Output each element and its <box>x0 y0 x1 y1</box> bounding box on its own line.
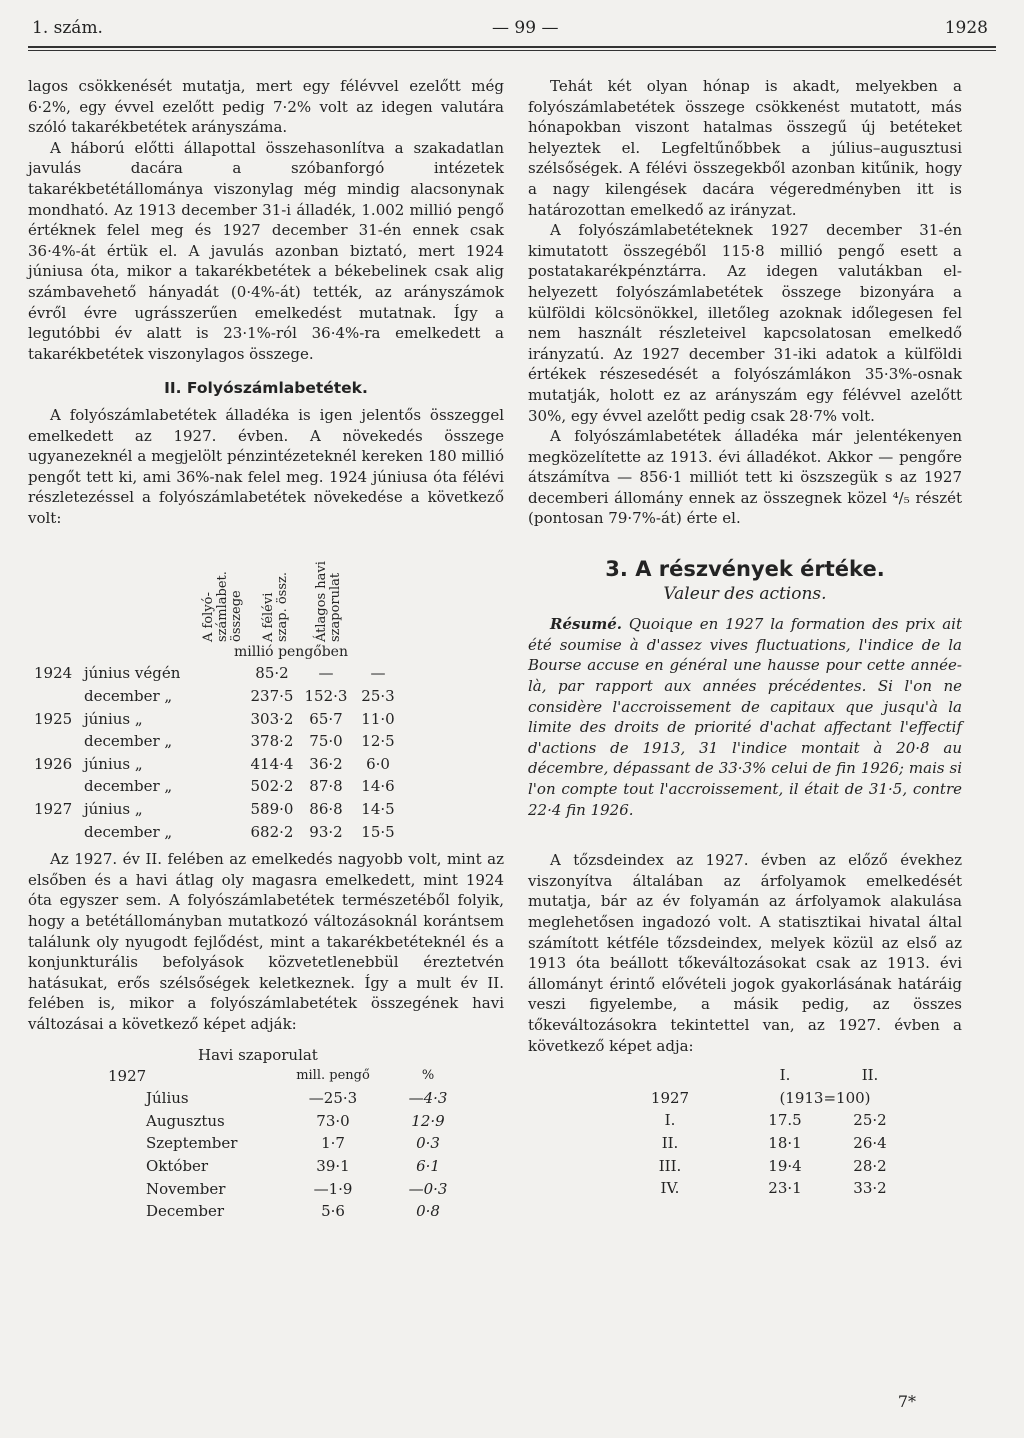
paragraph: Az 1927. év II. felében az emelkedés nagyobb volt, mint az elsőben és a havi átlag oly magasra emelkedett, mint 1924 óta egyszer sem. A folyószámlabetétek természetéből folyik, hogy a betétállományban mutatkozó változásoknál korántsem találunk oly nyugodt fejlődést, mint a takarékbetéteknél és a konjunkturális befolyások közvetetlenebbül éreztetvén hatásukat, erős szélsőségek keletkeznek. Így a mult év II. felében is, mikor a folyószámlabetétek összegének havi változásai a következő képet adják: <box>28 850 504 1033</box>
table-row <box>108 1132 468 1155</box>
row-monthly: 25·3 <box>361 687 395 706</box>
row-amount: 5·6 <box>321 1202 345 1221</box>
row-amount: —1·9 <box>313 1179 353 1198</box>
row-percent: 12·9 <box>411 1111 445 1130</box>
row-index-1: 18·1 <box>768 1133 802 1152</box>
row-index-2: 26·4 <box>853 1133 887 1152</box>
row-percent: 0·3 <box>416 1134 440 1153</box>
paragraph: A tőzsdeindex az 1927. évben az előző évekhez viszonyítva általában az árfolyamok emelkedését mutatja, bár az év folyamán az árfolyamok alakulása meglehetősen ingadozó volt. A statisztikai hivatal által számított kétféle tőzsdeindex, melyek közül az első az 1913 óta beállott tőkeváltozásokat csak az 1913. évi állományt érintő elővételi jogok gyakorlásának határáig veszi figyelembe, a másik pedig, az összes tőkeváltozásokra tekintettel van, az 1927. évben a következő képet adja: <box>528 851 962 1055</box>
issue-label: 1. szám. <box>32 18 103 38</box>
table-row <box>108 1155 468 1178</box>
table2-year: 1927 <box>108 1066 147 1085</box>
row-monthly: 14·6 <box>361 777 395 796</box>
row-month: November <box>146 1179 226 1198</box>
table2-unit-amount: mill. pengő <box>296 1067 370 1083</box>
paragraph: A folyószámlabetétek álladéka is igen jelentős összeggel emelkedett az 1927. évben. A növekedés összege ugyanezeknél a megjelölt pénzintézeteknél kereken 180 millió pengőt tett ki, ami 36%-nak felel meg. 1924 júniusa óta félévi részletezéssel a folyószámlabetétek növekedése a következő volt: <box>28 405 504 527</box>
row-percent: 6·1 <box>416 1156 440 1175</box>
paragraph: A háború előtti állapottal összehasonlítva a szakadatlan javulás dacára a szóbanforgó intézetek takarékbetétállománya viszonylag még mindig alacsonynak mondható. Az 1913 december 31-i álladék, 1.002 millió pengő értéknek felel meg és 1927 december 31-én ennek csak 36·4%-át értük el. A javulás azonban biztató, mert 1924 júniusa óta, mikor a takarékbetétek a békebelinek csak alig számbavehető hányadát (0·4%-át) tették, az arányszámok évről évre ugrásszerűen emelkedést mutatnak. Így a legutóbbi év alatt is 23·1%-ról 36·4%-ra emelkedett a takarékbetétek viszonylagos összege. <box>28 138 504 363</box>
row-month: December <box>146 1202 225 1221</box>
index-col-1: I. <box>779 1066 791 1085</box>
row-halfyear: 152·3 <box>304 687 348 706</box>
table-row <box>34 753 404 776</box>
table-row <box>600 1177 910 1200</box>
col-head-monthly: Átlagos havi szaporulat <box>314 561 343 643</box>
row-halfyear: — <box>318 664 334 683</box>
row-year: 1924 <box>34 664 73 683</box>
row-index-2: 28·2 <box>853 1156 887 1175</box>
resume-paragraph <box>528 614 962 820</box>
stock-index-table <box>600 1064 910 1200</box>
section-3-subtitle: Valeur des actions. <box>663 583 827 604</box>
row-month: Augusztus <box>146 1111 225 1130</box>
row-label: június „ <box>84 754 143 773</box>
row-quarter: III. <box>658 1156 682 1175</box>
row-index-1: 23·1 <box>768 1179 802 1198</box>
row-monthly: 15·5 <box>361 822 395 841</box>
row-month: Július <box>146 1089 189 1108</box>
table-row <box>108 1178 468 1201</box>
row-balance: 303·2 <box>250 709 294 728</box>
table-row <box>108 1200 468 1223</box>
monthly-growth-table <box>108 1065 468 1223</box>
row-monthly: 14·5 <box>361 800 395 819</box>
row-year <box>34 730 84 753</box>
row-halfyear: 87·8 <box>309 777 343 796</box>
index-col-2: II. <box>861 1066 879 1085</box>
table-row <box>108 1087 468 1110</box>
row-monthly: 11·0 <box>361 709 395 728</box>
section-2-title: II. Folyószámlabetétek. <box>164 379 368 398</box>
index-year: 1927 <box>650 1088 690 1107</box>
page-header <box>28 18 996 44</box>
right-column <box>528 76 962 1200</box>
row-amount: 73·0 <box>316 1111 350 1130</box>
paragraph: Tehát két olyan hónap is akadt, melyekben a folyószámlabetétek összege csökkenést mutatott, más hónapokban viszont hatalmas összegű új betéteket helyeztek el. Legfeltűnőbbek a július–augusztusi szélsőségek. A félévi összegekből azonban kitűnik, hogy a nagy kilengések dacára végeredményben itt is határozottan emelkedő az irányzat. <box>528 77 962 219</box>
index-base: (1913=100) <box>779 1088 871 1107</box>
current-account-table <box>34 662 404 843</box>
row-percent: 0·8 <box>416 1202 440 1221</box>
signature-mark: 7* <box>897 1392 916 1411</box>
row-index-1: 19·4 <box>768 1156 802 1175</box>
row-halfyear: 86·8 <box>309 800 343 819</box>
row-year <box>34 685 84 708</box>
row-label: június végén <box>84 664 181 683</box>
table-row <box>108 1110 468 1133</box>
table-row <box>34 775 404 798</box>
resume-text: Quoique en 1927 la formation des prix ait été soumise à d'assez vives fluctuations, l'indice de la Bourse accuse en général une hausse pour cette année-là, par rapport aux années précédentes. Si l'on ne considère l'accroissement de capitaux que jusqu'à la limite des droits de priorité d'achat affectant l'effectif d'actions de 1913, 31 l'indice montait à 20·8 au décembre, dépassant de 33·3% celui de fin 1926; mais si l'on compte tout l'accroissement, il était de 31·5, contre 22·4 fin 1926. <box>528 615 962 819</box>
row-balance: 502·2 <box>250 777 294 796</box>
paragraph: lagos csökkenését mutatja, mert egy félévvel ezelőtt még 6·2%, egy évvel ezelőtt pedig 7·2% volt az idegen valutára szóló takarékbetétek arányszáma. <box>28 77 504 137</box>
row-label: június „ <box>84 709 143 728</box>
row-label: december „ <box>84 732 173 751</box>
table2-title: Havi szaporulat <box>198 1045 318 1064</box>
row-index-2: 33·2 <box>853 1179 887 1198</box>
left-column <box>28 76 504 1223</box>
year-label: 1928 <box>944 18 988 38</box>
row-balance: 237·5 <box>250 687 294 706</box>
col-head-balance: A folyó- számlabet. összege <box>201 571 244 643</box>
table-row <box>34 685 404 708</box>
row-amount: —25·3 <box>308 1089 358 1108</box>
row-label: december „ <box>84 687 173 706</box>
table-row <box>600 1132 910 1155</box>
table-row <box>600 1155 910 1178</box>
row-halfyear: 36·2 <box>309 754 343 773</box>
row-year <box>34 821 84 844</box>
row-year <box>34 775 84 798</box>
page-number: — 99 — <box>492 18 559 38</box>
table-row <box>34 662 404 685</box>
row-quarter: II. <box>661 1133 679 1152</box>
row-index-1: 17.5 <box>768 1111 802 1130</box>
table-row <box>34 798 404 821</box>
row-halfyear: 93·2 <box>309 822 343 841</box>
row-month: Szeptember <box>146 1134 238 1153</box>
row-label: december „ <box>84 822 173 841</box>
col-head-halfyear: A félévi szap. össz. <box>261 572 290 643</box>
row-year: 1926 <box>34 754 73 773</box>
row-label: június „ <box>84 800 143 819</box>
table2-unit-percent: % <box>421 1067 435 1083</box>
paragraph: A folyószámlabetéteknek 1927 december 31-én kimutatott összegéből 115·8 millió pengő esett a postatakarékpénztárra. Az idegen valutákban elhelyezett folyószámlabetétek összege bizonyára a külföldi kölcsönökkel, illetőleg azoknak időlegesen fel nem használt részleteivel kapcsolatosan emelkedő irányzatú. Az 1927 december 31-iki adatok a külföldi értékek részesedését a folyószámlákon 35·3%-osnak mutatják, holott ez az arányszám egy félévvel azelőtt 30%, egy évvel azelőtt pedig csak 28·7% volt. <box>528 221 962 425</box>
row-balance: 414·4 <box>250 754 294 773</box>
row-percent: —0·3 <box>408 1179 448 1198</box>
row-percent: —4·3 <box>408 1089 448 1108</box>
row-balance: 589·0 <box>250 800 294 819</box>
header-rule <box>28 46 996 48</box>
table-row <box>34 708 404 731</box>
row-amount: 1·7 <box>321 1134 345 1153</box>
resume-label: Résumé. <box>550 615 622 634</box>
row-month: Október <box>146 1156 209 1175</box>
table1-column-heads <box>28 532 504 642</box>
table-row <box>34 821 404 844</box>
row-balance: 682·2 <box>250 822 294 841</box>
row-year: 1927 <box>34 800 73 819</box>
row-index-2: 25·2 <box>853 1111 887 1130</box>
row-monthly: — <box>370 664 386 683</box>
row-halfyear: 65·7 <box>309 709 343 728</box>
row-balance: 378·2 <box>250 732 294 751</box>
row-halfyear: 75·0 <box>309 732 343 751</box>
section-3-title: 3. A részvények értéke. <box>605 557 885 582</box>
row-balance: 85·2 <box>255 664 289 683</box>
row-quarter: I. <box>664 1111 676 1130</box>
table-row <box>34 730 404 753</box>
row-year: 1925 <box>34 709 73 728</box>
row-label: december „ <box>84 777 173 796</box>
table-row <box>600 1109 910 1132</box>
table1-unit: millió pengőben <box>234 644 348 661</box>
row-quarter: IV. <box>660 1179 680 1198</box>
row-amount: 39·1 <box>316 1156 350 1175</box>
row-monthly: 12·5 <box>361 732 395 751</box>
paragraph: A folyószámlabetétek álladéka már jelentékenyen megközelítette az 1913. évi álladékot. Akkor — pengőre átszámítva — 856·1 milliót tett ki öszszegük s az 1927 decemberi állomány ennek az összegnek közel ⁴/₅ részét (pontosan 79·7%-át) érte el. <box>528 427 962 528</box>
header-rule-thin <box>28 50 996 51</box>
row-monthly: 6·0 <box>366 754 390 773</box>
